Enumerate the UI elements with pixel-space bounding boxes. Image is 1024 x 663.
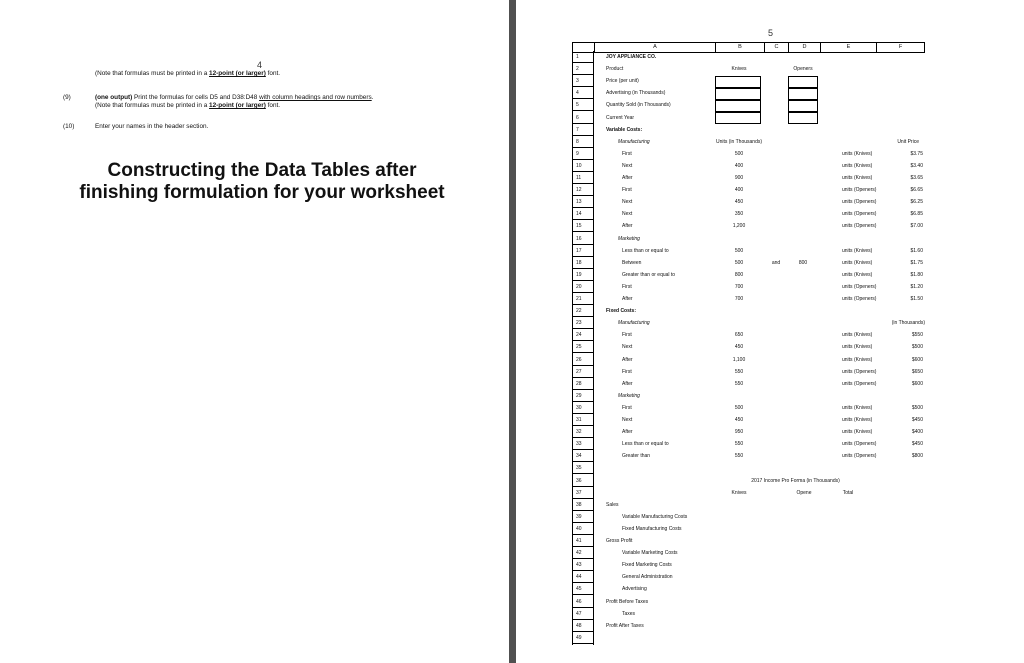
row-number: 17 — [573, 245, 593, 257]
row-number: 37 — [573, 487, 593, 499]
cell-18f: $1.75 — [910, 259, 923, 266]
cell-36: 2017 Income Pro Forma (in Thousands) — [751, 477, 840, 484]
column-header-f: F — [876, 43, 925, 52]
row-number: 19 — [573, 269, 593, 281]
cell-14e: units (Openers) — [842, 211, 877, 218]
cell-10e: units (Knives) — [842, 162, 873, 169]
row-number: 35 — [573, 462, 593, 474]
cell-18c: and — [771, 259, 781, 266]
row-number: 49 — [573, 632, 593, 644]
cell-32b: 950 — [734, 429, 744, 436]
cell-32e: units (Knives) — [842, 429, 873, 436]
cell-11f: $3.65 — [910, 175, 923, 181]
cell-28e: units (Openers) — [842, 380, 877, 387]
column-header-c: C — [764, 43, 788, 52]
cell-21b: 700 — [734, 296, 744, 302]
cell-43a: Fixed Marketing Costs — [622, 562, 672, 569]
cell-44a: General Administration — [622, 574, 673, 581]
row-number: 44 — [573, 571, 593, 583]
cell-24f: $550 — [911, 332, 923, 339]
cell-20f: $1.20 — [910, 283, 923, 290]
row-number: 11 — [573, 172, 593, 184]
input-box-b3 — [715, 76, 761, 88]
cell-26f: $600 — [911, 356, 923, 363]
input-box-d5 — [788, 100, 818, 112]
cell-18a: Between — [622, 259, 642, 266]
cell-17e: units (Knives) — [842, 247, 873, 254]
cell-2a: Product — [606, 66, 624, 73]
cell-2b: Knives — [731, 66, 747, 73]
cell-11a: After — [622, 175, 633, 181]
section-heading: Constructing the Data Tables after finishing formulation for your worksheet — [79, 160, 445, 203]
cell-6a: Current Year — [606, 114, 635, 121]
cell-9e: units (Knives) — [842, 150, 873, 157]
cell-17b: 500 — [734, 247, 744, 254]
cell-34a: Greater than — [622, 453, 651, 460]
row-number: 38 — [573, 499, 593, 511]
row-number: 40 — [573, 523, 593, 535]
cell-25b: 450 — [734, 344, 744, 351]
cell-18b: 500 — [734, 259, 744, 266]
item-10-number: (10) — [63, 123, 75, 130]
row-number: 18 — [573, 257, 593, 269]
cell-12e: units (Openers) — [842, 187, 877, 194]
cell-14f: $6.85 — [910, 211, 923, 218]
cell-37d: Opene — [796, 489, 812, 496]
cell-17f: $1.60 — [910, 247, 923, 254]
row-number: 25 — [573, 341, 593, 353]
row-number: 26 — [573, 354, 593, 366]
cell-34f: $800 — [911, 453, 923, 460]
row-number: 28 — [573, 378, 593, 390]
page-number: 5 — [768, 28, 774, 38]
row-number: 46 — [573, 596, 593, 608]
cell-1a: JOY APPLIANCE CO. — [606, 54, 657, 60]
cell-18e: units (Knives) — [842, 259, 873, 266]
cell-24e: units (Knives) — [842, 332, 873, 339]
row-number: 41 — [573, 535, 593, 547]
input-box-b6 — [715, 112, 761, 124]
cell-24b: 650 — [734, 332, 744, 339]
cell-45a: Advertising — [622, 586, 647, 593]
cell-28f: $600 — [911, 380, 923, 387]
cell-34e: units (Openers) — [842, 453, 877, 460]
cell-28b: 550 — [734, 380, 744, 387]
cell-21e: units (Openers) — [842, 296, 877, 302]
cell-13e: units (Openers) — [842, 199, 877, 206]
cell-5a: Quantity Sold (in Thousands) — [606, 102, 671, 109]
column-header-row — [572, 42, 925, 53]
cell-26b: 1,100 — [732, 356, 746, 363]
cell-33a: Less than or equal to — [622, 441, 669, 448]
cell-14b: 350 — [734, 211, 744, 218]
cell-10f: $3.40 — [910, 162, 923, 169]
cell-46a: Profit Before Taxes — [606, 598, 649, 605]
cell-4a: Advertising (in Thousands) — [606, 90, 666, 97]
input-box-b5 — [715, 100, 761, 112]
cell-33e: units (Openers) — [842, 441, 877, 448]
cell-32f: $400 — [911, 429, 923, 436]
cell-15f: $7.00 — [910, 223, 923, 230]
row-number: 45 — [573, 583, 593, 595]
cell-25e: units (Knives) — [842, 344, 873, 351]
row-number: 14 — [573, 208, 593, 220]
font-note: (Note that formulas must be printed in a 12-point (or larger) font. — [95, 70, 281, 77]
cell-23a: Manufacturing — [618, 320, 650, 327]
item-10-text: Enter your names in the header section. — [95, 123, 209, 130]
row-number: 32 — [573, 426, 593, 438]
cell-33f: $450 — [911, 441, 923, 448]
cell-33b: 550 — [734, 441, 744, 448]
cell-47a: Taxes — [622, 610, 636, 617]
row-number: 12 — [573, 184, 593, 196]
cell-20a: First — [622, 283, 632, 290]
cell-10b: 400 — [734, 162, 744, 169]
row-number: 8 — [573, 136, 593, 148]
row-header-column — [572, 51, 594, 645]
row-number: 30 — [573, 402, 593, 414]
row-number: 22 — [573, 305, 593, 317]
cell-9a: First — [622, 150, 632, 157]
cell-8a: Manufacturing — [618, 138, 650, 145]
cell-12f: $6.65 — [910, 187, 923, 194]
cell-27f: $650 — [911, 368, 923, 375]
cell-2d: Openers — [793, 66, 813, 73]
cell-42a: Variable Marketing Costs — [622, 550, 678, 557]
row-number: 48 — [573, 620, 593, 632]
cell-15b: 1,200 — [732, 223, 746, 230]
row-number: 2 — [573, 63, 593, 75]
cell-19f: $1.80 — [910, 271, 923, 278]
row-number: 15 — [573, 220, 593, 232]
cell-40a: Fixed Manufacturing Costs — [622, 525, 682, 532]
column-header-a: A — [594, 43, 715, 52]
row-number: 9 — [573, 148, 593, 160]
cell-24a: First — [622, 332, 632, 339]
item-9-text: (one output) Print the formulas for cells D5 and D38:D48 with column headings and row numbers. — [95, 94, 374, 101]
cell-9f: $3.75 — [910, 150, 923, 157]
cell-39a: Variable Manufacturing Costs — [622, 513, 688, 520]
cell-17a: Less than or equal to — [622, 247, 669, 254]
cell-11b: 900 — [734, 175, 744, 181]
cell-30b: 500 — [734, 404, 744, 411]
cell-31b: 450 — [734, 417, 744, 423]
cell-15a: After — [622, 223, 633, 230]
row-number: 3 — [573, 75, 593, 87]
cell-31e: units (Knives) — [842, 417, 873, 423]
cell-25f: $500 — [911, 344, 923, 351]
spreadsheet — [572, 42, 925, 646]
cell-37e: Total — [842, 489, 854, 496]
row-number: 29 — [573, 390, 593, 402]
row-number: 4 — [573, 87, 593, 99]
cell-27a: First — [622, 368, 632, 375]
cell-20b: 700 — [734, 283, 744, 290]
cell-48a: Profit After Taxes — [606, 622, 644, 629]
row-number: 21 — [573, 293, 593, 305]
column-header-e: E — [820, 43, 876, 52]
cell-31f: $450 — [911, 417, 923, 423]
cell-30e: units (Knives) — [842, 404, 873, 411]
row-number: 20 — [573, 281, 593, 293]
row-number: 39 — [573, 511, 593, 523]
cell-19b: 800 — [734, 271, 744, 278]
cell-30f: $500 — [911, 404, 923, 411]
column-header-d: D — [788, 43, 820, 52]
input-box-d6 — [788, 112, 818, 124]
row-number: 42 — [573, 547, 593, 559]
cell-23f: (in Thousands) — [891, 320, 925, 327]
row-number: 31 — [573, 414, 593, 426]
cell-15e: units (Openers) — [842, 223, 877, 230]
row-number: 7 — [573, 124, 593, 136]
row-number: 5 — [573, 99, 593, 111]
input-box-d4 — [788, 88, 818, 100]
cell-27b: 550 — [734, 368, 744, 375]
cell-12a: First — [622, 187, 632, 194]
cell-14a: Next — [622, 211, 633, 218]
cell-8f: Unit Price — [897, 138, 919, 145]
row-number: 34 — [573, 450, 593, 462]
cell-13a: Next — [622, 199, 633, 206]
row-number: 16 — [573, 233, 593, 245]
cell-21a: After — [622, 296, 633, 302]
cell-10a: Next — [622, 162, 633, 169]
cell-27e: units (Openers) — [842, 368, 877, 375]
cell-29a: Marketing — [618, 392, 640, 399]
cell-37b: Knives — [731, 489, 747, 496]
cell-13b: 450 — [734, 199, 744, 206]
row-number: 43 — [573, 559, 593, 571]
column-header-b: B — [715, 43, 764, 52]
cell-26e: units (Knives) — [842, 356, 873, 363]
input-box-b4 — [715, 88, 761, 100]
cell-38a: Sales — [606, 501, 619, 508]
row-number: 1 — [573, 51, 593, 63]
cell-22a: Fixed Costs: — [606, 308, 637, 315]
row-number: 36 — [573, 475, 593, 487]
row-number: 6 — [573, 112, 593, 124]
cell-3a: Price (per unit) — [606, 78, 639, 85]
row-number: 27 — [573, 366, 593, 378]
input-box-d3 — [788, 76, 818, 88]
item-9-number: (9) — [63, 94, 71, 101]
cell-19a: Greater than or equal to — [622, 271, 676, 278]
cell-16a: Marketing — [618, 235, 640, 242]
cell-13f: $6.25 — [910, 199, 923, 206]
page-number: 4 — [257, 60, 263, 70]
row-number: 47 — [573, 608, 593, 620]
cell-28a: After — [622, 380, 633, 387]
cell-8b: Units (in Thousands) — [715, 138, 763, 145]
cell-25a: Next — [622, 344, 633, 351]
cell-9b: 500 — [734, 150, 744, 157]
cell-21f: $1.50 — [910, 296, 923, 302]
cell-20e: units (Openers) — [842, 283, 877, 290]
cell-26a: After — [622, 356, 633, 363]
cell-7a: Variable Costs: — [606, 126, 643, 133]
row-number: 33 — [573, 438, 593, 450]
item-9-font-note: (Note that formulas must be printed in a 12-point (or larger) font. — [95, 102, 281, 109]
cell-12b: 400 — [734, 187, 744, 194]
cell-31a: Next — [622, 417, 633, 423]
left-page — [0, 0, 509, 663]
cell-11e: units (Knives) — [842, 175, 873, 181]
cell-41a: Gross Profit — [606, 538, 633, 544]
row-number: 23 — [573, 317, 593, 329]
row-number: 13 — [573, 196, 593, 208]
cell-18d: 800 — [798, 259, 808, 266]
cell-32a: After — [622, 429, 633, 436]
cell-19e: units (Knives) — [842, 271, 873, 278]
cell-30a: First — [622, 404, 632, 411]
row-number: 24 — [573, 329, 593, 341]
row-number: 10 — [573, 160, 593, 172]
cell-34b: 550 — [734, 453, 744, 460]
